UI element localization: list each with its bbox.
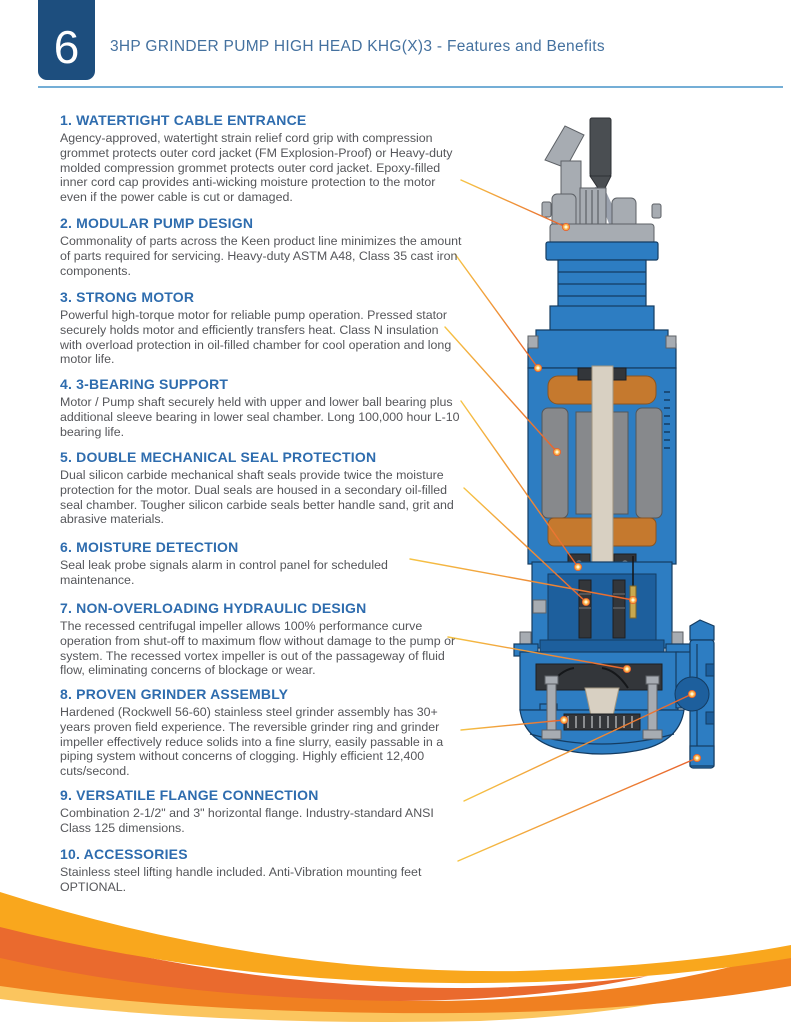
stud-bolt bbox=[547, 684, 556, 732]
leader-dot-center bbox=[562, 718, 565, 721]
feature-body: Stainless steel lifting handle included. Anti-Vibration mounting feet OPTIONAL. bbox=[60, 865, 422, 894]
feature-body: Commonality of parts across the Keen product line minimizes the amount of parts required for servicing. Heavy-duty ASTM A48, Class 35 cast iron components. bbox=[60, 234, 462, 278]
stud-bolt bbox=[648, 684, 657, 732]
leader-line-10 bbox=[458, 758, 697, 861]
feature-body: Powerful high-torque motor for reliable pump operation. Pressed stator securely holds motor and efficiently transfers heat. Class N insulation with overload protection in oil-filled chamber for cool operation and long motor life. bbox=[60, 308, 452, 367]
leader-dot-center bbox=[536, 366, 539, 369]
feature-body: Motor / Pump shaft securely held with upper and lower ball bearing plus additional sleeve bearing in lower seal chamber. Long 100,000 hour L-10 bearing life. bbox=[60, 395, 460, 439]
cable bbox=[590, 118, 611, 176]
top-cap bbox=[546, 242, 658, 260]
leader-dot-center bbox=[631, 598, 634, 601]
feature-body: Seal leak probe signals alarm in control panel for scheduled maintenance. bbox=[60, 558, 388, 587]
feature-heading: 7. NON-OVERLOADING HYDRAULIC DESIGN bbox=[60, 600, 367, 616]
feature-heading: 6. MOISTURE DETECTION bbox=[60, 539, 239, 555]
feature-body: Dual silicon carbide mechanical shaft seals provide twice the moisture protection for the motor. Dual seals are housed in a secondary oil-filled seal chamber. Tougher silicon carbide seals better handle sand, grit and abrasive materials. bbox=[60, 468, 454, 527]
feature-body: Agency-approved, watertight strain relief cord grip with compression grommet protects outer cord jacket (FM Explosion-Proof) or Heavy-duty molded compression grommet protects outer cord jacket. Epoxy-filled inner cord cap provides anti-wicking moisture protection to the motor even if the power cable is cut or damaged. bbox=[60, 131, 453, 205]
mechanical-seal bbox=[613, 580, 625, 638]
leader-dot-center bbox=[564, 225, 567, 228]
stator bbox=[542, 408, 568, 518]
page-title: 3HP GRINDER PUMP HIGH HEAD KHG(X)3 - Features and Benefits bbox=[110, 38, 605, 55]
feature-body: The recessed centrifugal impeller allows 100% performance curve operation from shut-off to maximum flow without damage to the pump or system. The recessed vortex impeller is out of the passageway of fluid flow, eliminating concerns of blockage or wear. bbox=[60, 619, 456, 678]
feature-body: Hardened (Rockwell 56-60) stainless steel grinder assembly has 30+ years proven field experience. The reversible grinder ring and grinder impeller effectively reduce solids into a fine slurry, easily passable in a piping system without concerns of clogging. Highly efficient 12,400 cuts/second. bbox=[60, 705, 444, 779]
feature-body: Combination 2-1/2" and 3" horizontal flange. Industry-standard ANSI Class 125 dimensions. bbox=[60, 806, 434, 835]
page-number: 6 bbox=[53, 21, 80, 73]
feature-heading: 1. WATERTIGHT CABLE ENTRANCE bbox=[60, 112, 307, 128]
motor-cap bbox=[528, 330, 676, 368]
leader-dot-center bbox=[690, 692, 693, 695]
grinder-impeller bbox=[585, 688, 619, 716]
feature-heading: 3. STRONG MOTOR bbox=[60, 289, 195, 305]
feature-heading: 5. DOUBLE MECHANICAL SEAL PROTECTION bbox=[60, 449, 377, 465]
mechanical-seal bbox=[579, 580, 591, 638]
leader-dot-center bbox=[625, 667, 628, 670]
feature-heading: 9. VERSATILE FLANGE CONNECTION bbox=[60, 787, 319, 803]
feature-heading: 2. MODULAR PUMP DESIGN bbox=[60, 215, 254, 231]
swoosh-graphic bbox=[0, 892, 791, 1022]
feature-heading: 4. 3-BEARING SUPPORT bbox=[60, 376, 229, 392]
leader-dot-center bbox=[695, 756, 698, 759]
leader-dot-center bbox=[584, 600, 587, 603]
leader-line-2 bbox=[455, 254, 538, 368]
feature-heading: 8. PROVEN GRINDER ASSEMBLY bbox=[60, 686, 289, 702]
leader-dot-center bbox=[576, 565, 579, 568]
leader-dot-center bbox=[555, 450, 558, 453]
feature-heading: 10. ACCESSORIES bbox=[60, 846, 188, 862]
pump-cross-section bbox=[514, 118, 714, 768]
